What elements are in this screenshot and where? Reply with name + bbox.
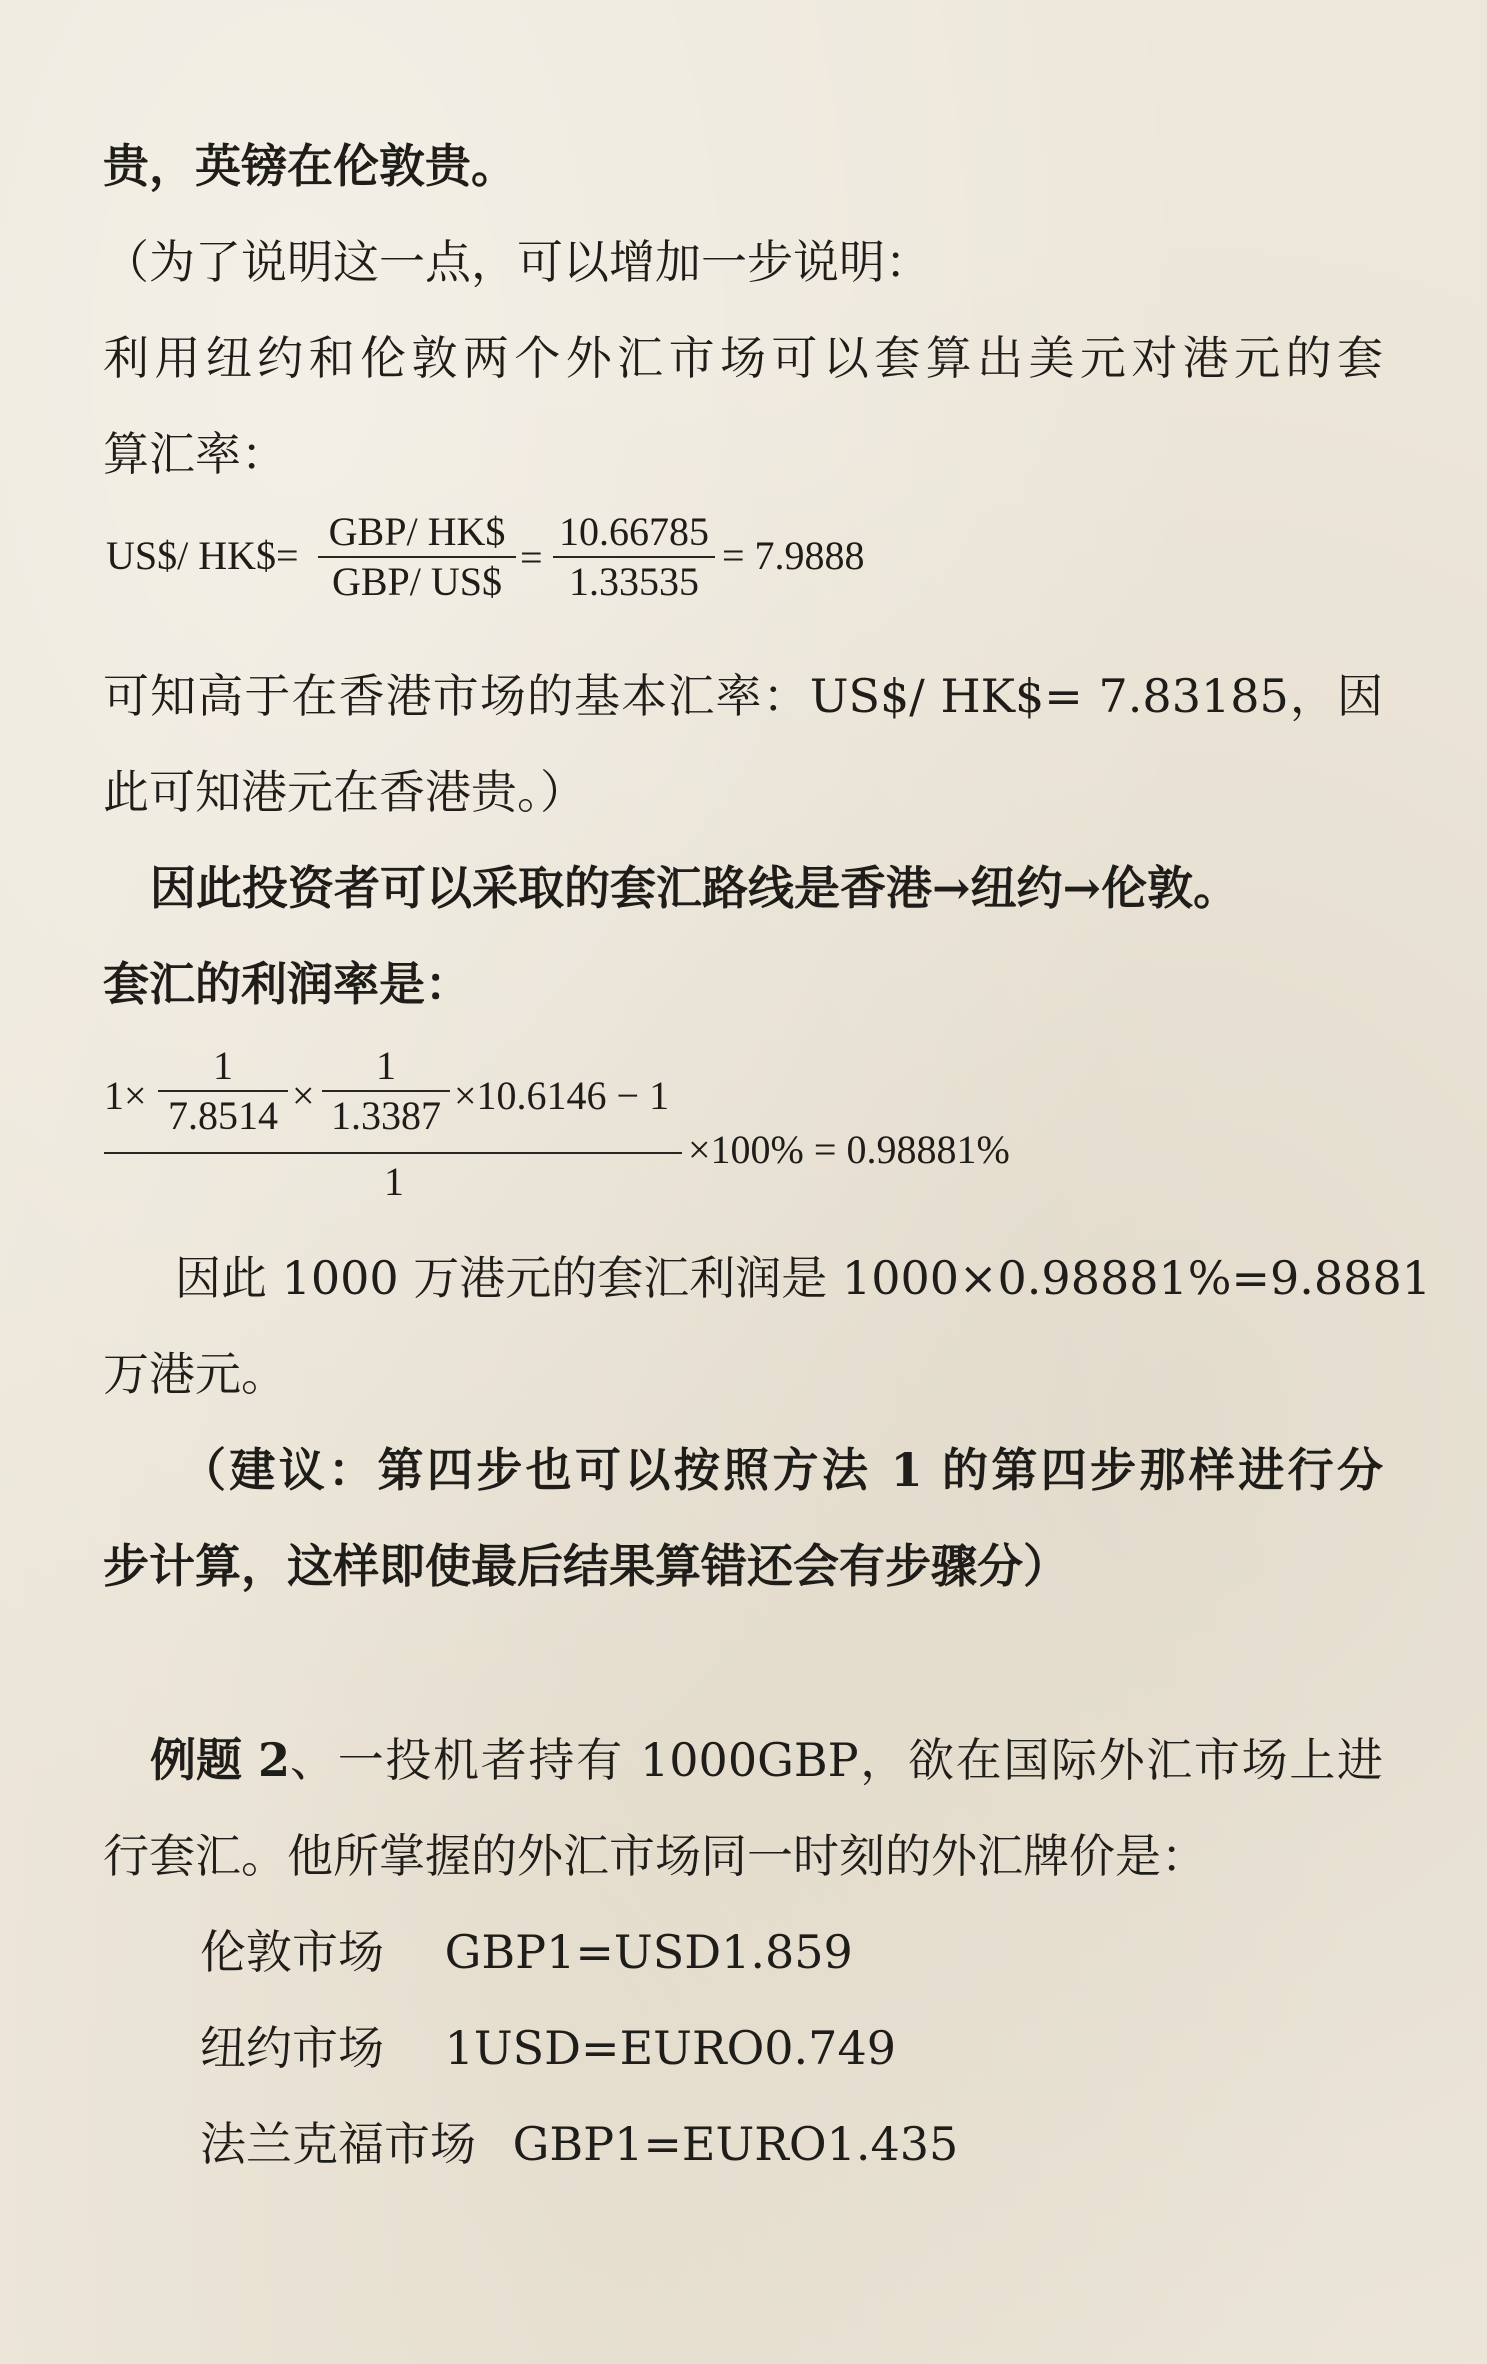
formula2-frac2-denominator: 1.3387 xyxy=(331,1093,441,1138)
text-line-5: 可知高于在香港市场的基本汇率：US$/ HK$= 7.83185，因 xyxy=(103,669,1383,723)
text-line-12: 步计算，这样即使最后结果算错还会有步骤分） xyxy=(103,1539,1069,1593)
text-line-7: 因此投资者可以采取的套汇路线是香港→纽约→伦敦。 xyxy=(150,861,1240,915)
text-line-11: （建议：第四步也可以按照方法 1 的第四步那样进行分 xyxy=(180,1443,1383,1497)
formula2-lead: 1× xyxy=(104,1073,147,1118)
market-name: 纽约市场 xyxy=(200,2021,384,2075)
market-rate: 1USD=EURO0.749 xyxy=(444,2021,896,2075)
text-line-14: 行套汇。他所掌握的外汇市场同一时刻的外汇牌价是： xyxy=(103,1829,1207,1883)
market-row-newyork xyxy=(200,2018,896,2078)
formula2-times: × xyxy=(292,1073,315,1118)
formula1-lhs: US$/ HK$= xyxy=(106,533,299,578)
formula2-frac1-denominator: 7.8514 xyxy=(168,1093,278,1138)
example-label: 例题 2 xyxy=(150,1733,291,1787)
formula2-fraction-2 xyxy=(322,1042,450,1140)
text-line-9: 因此 1000 万港元的套汇利润是 1000×0.98881%=9.8881 xyxy=(175,1251,1431,1305)
market-name: 法兰克福市场 xyxy=(200,2117,476,2171)
text-line-6: 此可知港元在香港贵。） xyxy=(103,765,586,819)
formula2-fraction-1 xyxy=(158,1042,288,1140)
text-line-4: 算汇率： xyxy=(103,427,287,481)
text-line-13 xyxy=(150,1730,1383,1790)
formula1-frac1-denominator: GBP/ US$ xyxy=(331,559,503,604)
market-name: 伦敦市场 xyxy=(200,1925,384,1979)
market-row-frankfurt xyxy=(200,2114,958,2174)
formula1-result: = 7.9888 xyxy=(722,533,865,578)
formula1-frac2-denominator: 1.33535 xyxy=(569,559,699,604)
formula2-outer-denominator: 1 xyxy=(384,1159,404,1204)
formula1-frac1-numerator: GBP/ HK$ xyxy=(328,509,506,554)
formula2-result: ×100% = 0.98881% xyxy=(688,1127,1010,1172)
formula1-equals-1: = xyxy=(520,535,543,580)
formula2-frac1-numerator: 1 xyxy=(213,1043,233,1088)
formula2-outer-bar xyxy=(104,1152,682,1154)
text-line-8: 套汇的利润率是： xyxy=(103,957,471,1011)
formula1-fraction-2 xyxy=(553,508,715,606)
text-line-1: 贵，英镑在伦敦贵。 xyxy=(103,139,517,193)
text-line-2: （为了说明这一点，可以增加一步说明： xyxy=(103,235,931,289)
example-text: 、一投机者持有 1000GBP，欲在国际外汇市场上进 xyxy=(290,1733,1383,1787)
text-line-10: 万港元。 xyxy=(103,1347,287,1401)
formula1-fraction-1 xyxy=(318,508,516,606)
market-row-london xyxy=(200,1922,853,1982)
formula2-frac2-numerator: 1 xyxy=(376,1043,396,1088)
text-line-3: 利用纽约和伦敦两个外汇市场可以套算出美元对港元的套 xyxy=(103,331,1383,385)
formula1-frac2-numerator: 10.66785 xyxy=(559,509,709,554)
market-rate: GBP1=EURO1.435 xyxy=(512,2117,959,2171)
formula2-tail: ×10.6146 − 1 xyxy=(454,1073,670,1118)
market-rate: GBP1=USD1.859 xyxy=(444,1925,853,1979)
